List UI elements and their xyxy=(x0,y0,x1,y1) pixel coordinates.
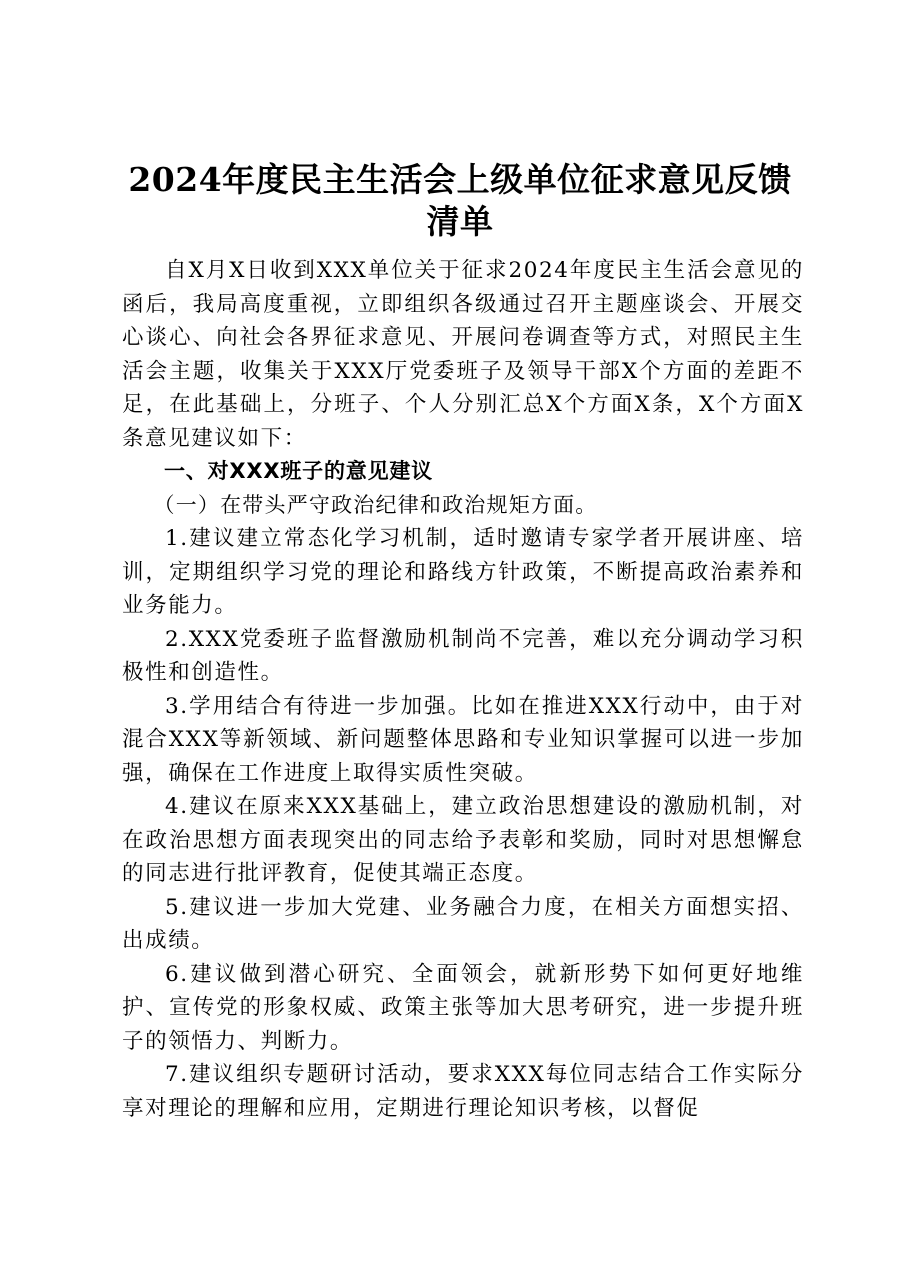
section-heading: 一、对XXX班子的意见建议 xyxy=(164,459,433,483)
document-title-line-1: 2024年度民主生活会上级单位征求意见反馈 xyxy=(128,160,792,199)
intro-paragraph: 自X月X日收到XXX单位关于征求2024年度民主生活会意见的函后，我局高度重视，立即组织各级通过召开主题座谈会、开展交心谈心、向社会各界征求意见、开展问卷调查等方式，对照民主生活会主题，收集关于XXX厅党委班子及领导干部X个方面的差距不足，在此基础上，分班子、个人分别汇总X个方面X条，X个方面X条意见建议如下： xyxy=(122,258,804,451)
subsection-heading: （一）在带头严守政治纪律和政治规矩方面。 xyxy=(153,492,598,517)
suggestion-item-3: 3.学用结合有待进一步加强。比如在推进XXX行动中，由于对混合XXX等新领域、新问题整体思路和专业知识掌握可以进一步加强，确保在工作进度上取得实质性突破。 xyxy=(122,693,804,786)
document-title-line-2: 清单 xyxy=(426,202,494,241)
document-body xyxy=(122,254,804,1125)
suggestion-item-2: 2.XXX党委班子监督激励机制尚不完善，难以充分调动学习积极性和创造性。 xyxy=(122,626,804,685)
suggestion-item-4: 4.建议在原来XXX基础上，建立政治思想建设的激励机制，对在政治思想方面表现突出的同志给予表彰和奖励，同时对思想懈怠的同志进行批评教育，促使其端正态度。 xyxy=(122,794,804,886)
suggestion-item-1: 1.建议建立常态化学习机制，适时邀请专家学者开展讲座、培训，定期组织学习党的理论和路线方针政策，不断提高政治素养和业务能力。 xyxy=(122,526,804,618)
suggestion-item-6: 6.建议做到潜心研究、全面领会，就新形势下如何更好地维护、宣传党的形象权威、政策主张等加大思考研究，进一步提升班子的领悟力、判断力。 xyxy=(122,961,804,1054)
suggestion-item-5: 5.建议进一步加大党建、业务融合力度，在相关方面想实招、出成绩。 xyxy=(122,894,804,953)
suggestion-item-7: 7.建议组织专题研讨活动，要求XXX每位同志结合工作实际分享对理论的理解和应用，定期进行理论知识考核，以督促 xyxy=(122,1062,804,1121)
